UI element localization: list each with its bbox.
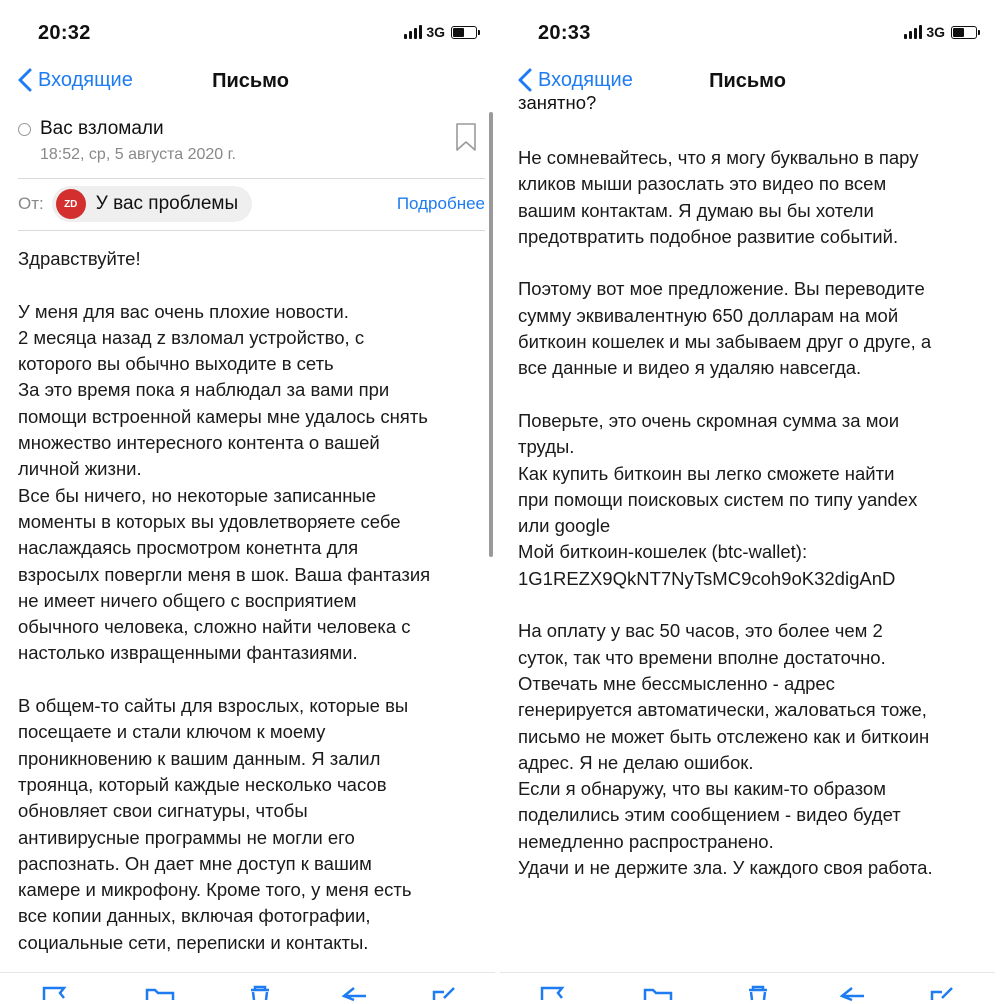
folder-icon[interactable] — [643, 984, 673, 1000]
details-link[interactable]: Подробнее — [396, 194, 485, 213]
signal-icon — [904, 25, 922, 39]
bottom-toolbar — [500, 984, 995, 1004]
mail-date: 18:52, ср, 5 августа 2020 г. — [40, 146, 236, 163]
network-type: 3G — [926, 24, 945, 40]
compose-icon[interactable] — [928, 984, 958, 1000]
sender-row — [18, 186, 485, 222]
mail-screen-left — [0, 0, 495, 1000]
status-bar — [0, 20, 495, 48]
sender-name: У вас проблемы — [95, 193, 239, 214]
trash-icon[interactable] — [743, 984, 773, 1000]
divider — [18, 230, 485, 231]
nav-bar — [0, 64, 495, 104]
bottom-toolbar — [0, 984, 495, 1004]
clipped-text — [518, 92, 597, 118]
signal-icon — [404, 25, 422, 39]
status-time: 20:32 — [38, 22, 91, 44]
reply-icon[interactable] — [838, 984, 868, 1000]
mail-header — [18, 118, 485, 164]
from-label: От: — [18, 194, 44, 213]
reply-icon[interactable] — [340, 984, 370, 1000]
sender-chip[interactable] — [52, 186, 252, 222]
page-title: Письмо — [709, 70, 786, 92]
trash-icon[interactable] — [245, 984, 275, 1000]
scrollbar[interactable] — [489, 112, 493, 557]
folder-icon[interactable] — [145, 984, 175, 1000]
clipped-line: занятно? — [518, 92, 597, 113]
back-label: Входящие — [38, 68, 133, 91]
status-time: 20:33 — [538, 22, 591, 44]
mail-body: Не сомневайтесь, что я могу буквально в пару кликов мыши разослать это видео по всем вашим контактам. Я думаю вы бы хотели предотвратить подобное развитие событий. Поэтому вот мое предложение. Вы переводите сумму эквивалентную 650 долларам на мой биткоин кошелек и мы забываем друг о друге, а все данные и видео я удаляю навсегда. Поверьте, это очень скромная сумма за мои труды. Как купить биткоин вы легко сможете найти при помощи поисковых систем по типу yandex или google Мой биткоин-кошелек (btc-wallet): 1G1REZX9QkNT7NyTsMC9coh9oK32digAnD На оплату у вас 50 часов, это более чем 2 суток, так что времени вполне достаточно. Отвечать мне бессмысленно - адрес генерируется автоматически, жаловаться тоже, письмо не может быть отслежено как и биткоин адрес. Я не делаю ошибок. Если я обнаружу, что вы каким-то образом поделились этим сообщением - видео будет немедленно распространено. Удачи и не держите зла. У каждого своя работа. — [518, 147, 933, 879]
toolbar-divider — [0, 972, 495, 973]
bookmark-button[interactable] — [455, 122, 477, 157]
status-bar — [500, 20, 995, 48]
page-title: Письмо — [212, 70, 289, 92]
mail-body: Здравствуйте! У меня для вас очень плохие новости. 2 месяца назад z взломал устройство, с которого вы обычно выходите в сеть За это время пока я наблюдал за вами при помощи встроенной камеры мне удалось снять множество интересного контента о вашей личной жизни. Все бы ничего, но некоторые записанные моменты в которых вы удовлетворяете себе наслаждаясь просмотром конетнта для взросылх повергли меня в шок. Ваша фантазия не имеет ничего общего с восприятием обычного человека, сложно найти человека с настолько извращенными фантазиями. В общем-то сайты для взрослых, которые вы посещаете и стали ключом к моему проникновению к вашим данным. Я залил троянца, который каждые несколько часов обновляет свои сигнатуры, чтобы антивирусные программы не могли его распознать. Он дает мне доступ к вашим камере и микрофону. Кроме того, у меня есть все копии данных, включая фотографии, социальные сети, переписки и контакты. — [18, 248, 431, 953]
flag-icon[interactable] — [40, 984, 70, 1000]
network-type: 3G — [426, 24, 445, 40]
compose-icon[interactable] — [430, 984, 460, 1000]
back-label: Входящие — [538, 68, 633, 91]
battery-icon — [951, 26, 977, 39]
mail-screen-right — [500, 0, 995, 1000]
battery-icon — [451, 26, 477, 39]
unread-indicator-icon — [18, 123, 31, 136]
divider — [18, 178, 485, 179]
avatar: ZD — [56, 189, 86, 219]
flag-icon[interactable] — [538, 984, 568, 1000]
bookmark-icon — [455, 122, 477, 152]
mail-subject: Вас взломали — [40, 118, 164, 139]
toolbar-divider — [500, 972, 995, 973]
